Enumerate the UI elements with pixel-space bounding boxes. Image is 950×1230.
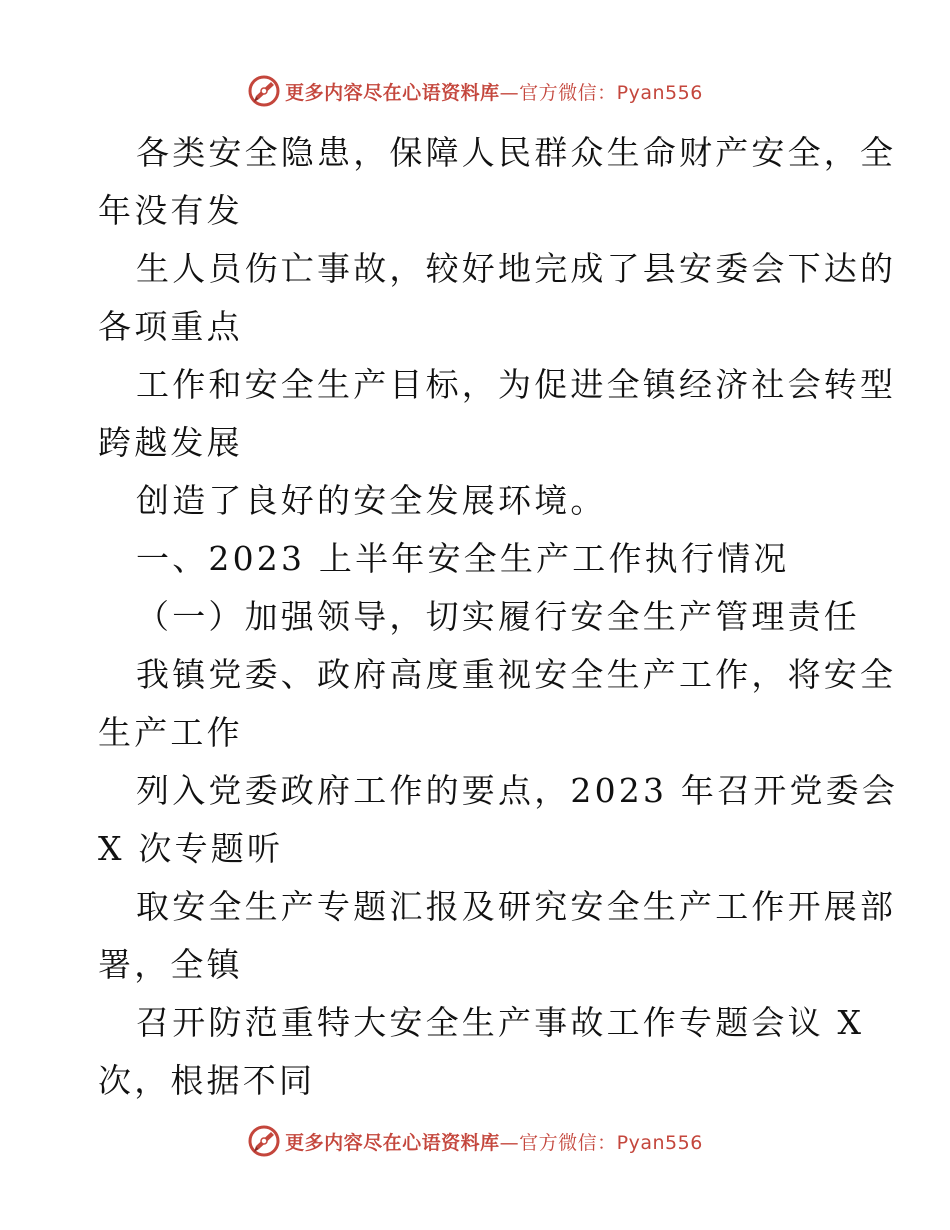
watermark-wechat-text: 官方微信：Pyan556 bbox=[519, 81, 703, 104]
text-line: 各项重点 bbox=[98, 307, 243, 346]
text-line: （一）加强领导，切实履行安全生产管理责任 bbox=[136, 597, 860, 636]
watermark-separator: — bbox=[499, 1131, 520, 1154]
watermark-text bbox=[285, 78, 703, 105]
text-line: 次，根据不同 bbox=[98, 1061, 316, 1100]
watermark-main-text: 更多内容尽在心语资料库 bbox=[285, 1131, 500, 1154]
header-watermark bbox=[0, 71, 950, 111]
watermark-wechat-text: 官方微信：Pyan556 bbox=[519, 1131, 703, 1154]
text-line: 跨越发展 bbox=[98, 423, 243, 462]
watermark-logo-icon bbox=[247, 74, 281, 108]
text-line: 工作和安全生产目标，为促进全镇经济社会转型 bbox=[136, 365, 897, 404]
text-line: 我镇党委、政府高度重视安全生产工作，将安全 bbox=[136, 655, 897, 694]
document-body bbox=[98, 124, 899, 1110]
text-line: 各类安全隐患，保障人民群众生命财产安全，全 bbox=[136, 133, 897, 172]
text-line: 署，全镇 bbox=[98, 945, 243, 984]
text-line: 一、2023 上半年安全生产工作执行情况 bbox=[136, 539, 790, 578]
footer-watermark bbox=[0, 1121, 950, 1161]
watermark-main-text: 更多内容尽在心语资料库 bbox=[285, 81, 500, 104]
text-line: 取安全生产专题汇报及研究安全生产工作开展部 bbox=[136, 887, 897, 926]
text-line: 列入党委政府工作的要点，2023 年召开党委会 bbox=[136, 771, 899, 810]
text-line: 年没有发 bbox=[98, 191, 243, 230]
text-line: 召开防范重特大安全生产事故工作专题会议 X bbox=[136, 1003, 865, 1042]
text-line: X 次专题听 bbox=[98, 829, 284, 868]
text-line: 创造了良好的安全发展环境。 bbox=[136, 481, 607, 520]
watermark-separator: — bbox=[499, 81, 520, 104]
watermark-logo-icon bbox=[247, 1124, 281, 1158]
text-line: 生人员伤亡事故，较好地完成了县安委会下达的 bbox=[136, 249, 897, 288]
text-line: 生产工作 bbox=[98, 713, 243, 752]
watermark-text bbox=[285, 1128, 703, 1155]
